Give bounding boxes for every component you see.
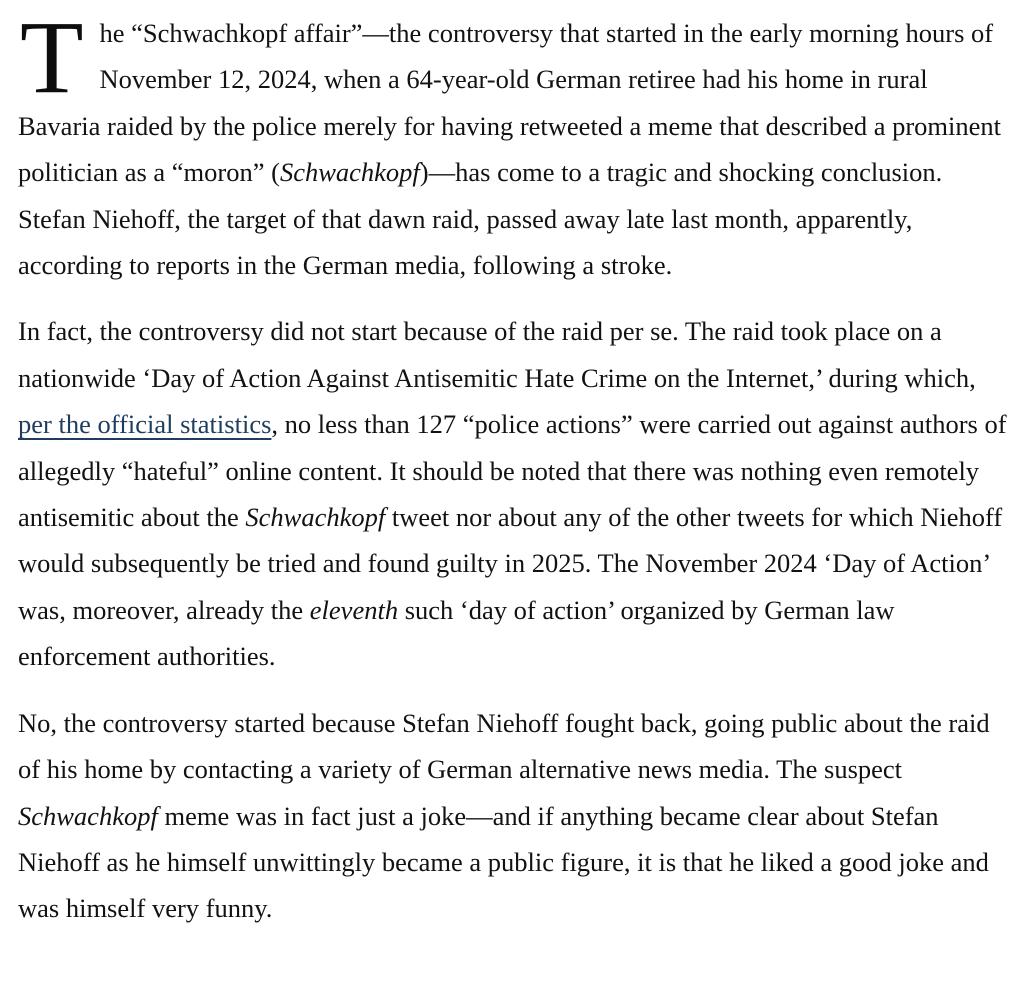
paragraph-day-of-action [18,308,1012,679]
italic-term-schwachkopf: Schwachkopf [18,800,158,831]
drop-cap: T [20,0,84,115]
official-statistics-link[interactable]: per the official statistics [18,409,272,440]
text-segment: In fact, the controversy did not start because of the raid per se. The raid took place on a nationwide ‘Day of Action Against Antisemitic Hate Crime on the Internet,’ during which, [18,316,976,393]
text-segment: )—has come to a tragic and shocking conclusion. Stefan Niehoff, the target of that dawn raid, passed away late last month, apparently, according to reports in the German media, following a stroke. [18,157,943,281]
text-segment: No, the controversy started because Stefan Niehoff fought back, going public about the raid of his home by contacting a variety of German alternative news media. The suspect [18,707,990,785]
text-segment: such ‘day of action’ organized by German law enforcement authorities. [18,594,895,672]
italic-term-eleventh: eleventh [309,594,399,625]
text-segment: he “Schwachkopf affair”—the controversy that started in the early morning hours of November 12, 2024, when a 64-year-old German retiree had his home in rural Bavaria raided by the police merely for having retweeted a meme that described a prominent politician as a “moron” ( [18,18,1002,188]
text-segment: meme was in fact just a joke—and if anything became clear about Stefan Niehoff as he himself unwittingly became a public figure, it is that he liked a good joke and was himself very funny. [18,800,989,924]
paragraph-lede [18,0,1012,288]
italic-term-schwachkopf: Schwachkopf [245,502,386,533]
italic-term-schwachkopf: Schwachkopf [279,157,420,188]
paragraph-fought-back [18,700,1012,932]
text-segment: , no less than 127 “police actions” were carried out against authors of allegedly “hateful” online content. It should be noted that there was nothing even remotely antisemitic about the [18,409,1007,533]
text-segment: tweet nor about any of the other tweets for which Niehoff would subsequently be tried and found guilty in 2025. The November 2024 ‘Day of Action’ was, moreover, already the [18,502,1003,625]
